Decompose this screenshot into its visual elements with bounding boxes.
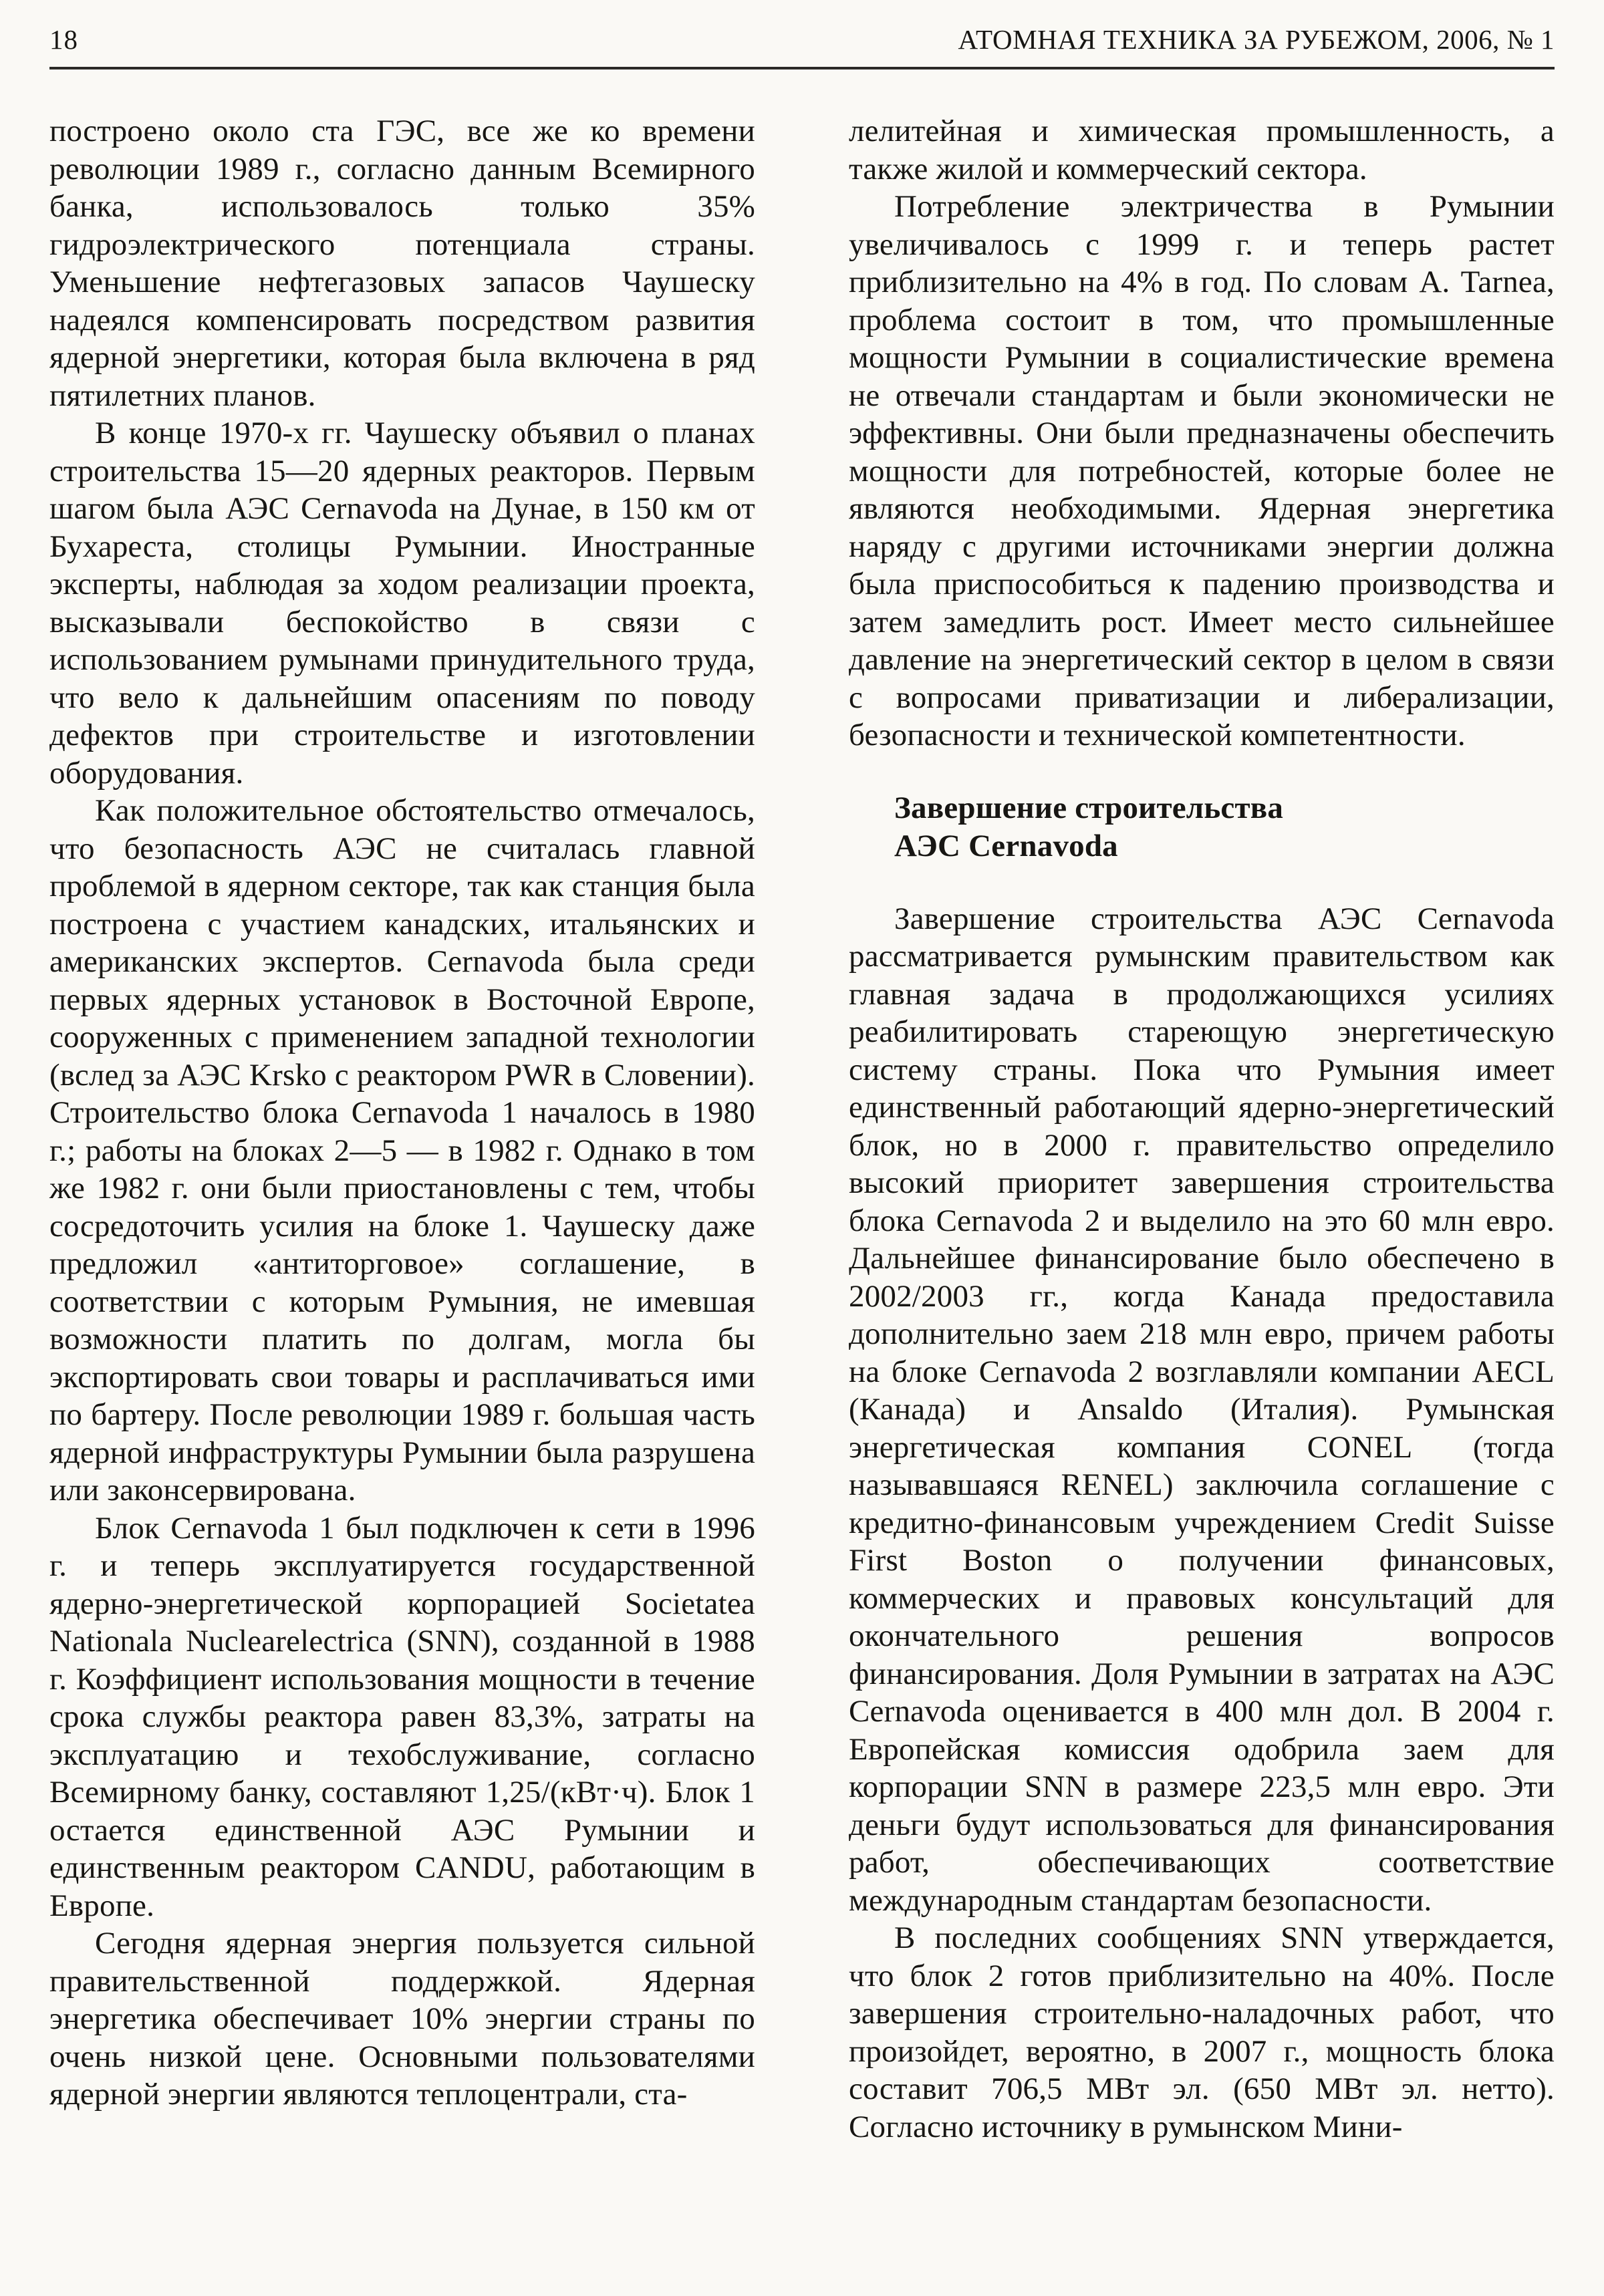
page-number: 18 xyxy=(49,24,78,55)
paragraph: Как положительное обстоятельство отмечалось, что безопасность АЭС не считалась главной проблемой в ядерном секторе, так как станция была построена с участием канадских, итальянских и американских экспертов. Cernavoda была среди первых ядерных установок в Восточной Европе, сооруженных с применением западной технологии (вслед за АЭС Krsko с реактором PWR в Словении). Строительство блока Cernavoda 1 началось в 1980 г.; работы на блоках 2—5 — в 1982 г. Однако в том же 1982 г. они были приостановлены с тем, чтобы сосредоточить усилия на блоке 1. Чаушеску даже предложил «антиторговое» соглашение, в соответствии с которым Румыния, не имевшая возможности платить по долгам, могла бы экспортировать свои товары и расплачиваться ими по бартеру. После революции 1989 г. большая часть ядерной инфраструктуры Румынии была разрушена или законсервирована. xyxy=(49,793,755,1508)
paragraph: Завершение строительства АЭС Cernavoda рассматривается румынским правительством как главная задача в продолжающихся усилиях реабилитировать стареющую энергетическую систему страны. Пока что Румыния имеет единственный работающий ядерно-энергетический блок, но в 2000 г. правительство определило высокий приоритет завершения строительства блока Cernavoda 2 и выделило на это 60 млн евро. Дальнейшее финансирование было обеспечено в 2002/2003 гг., когда Канада предоставила дополнительно заем 218 млн евро, причем работы на блоке Cernavoda 2 возглавляли компании AECL (Канада) и Ansaldo (Италия). Румынская энергетическая компания CONEL (тогда называвшаяся RENEL) заключила соглашение с кредитно-финансовым учреждением Credit Suisse First Boston о получении финансовых, коммерческих и правовых консультаций для окончательного решения вопросов финансирования. Доля Румынии в затратах на АЭС Cernavoda оценивается в 400 млн дол. В 2004 г. Европейская комиссия одобрила заем для корпорации SNN в размере 223,5 млн евро. Эти деньги будут использоваться для финансирования работ, обеспечивающих соответствие международным стандартам безопасности. xyxy=(849,901,1555,1918)
right-column xyxy=(849,112,1555,2146)
paragraph: Блок Cernavoda 1 был подключен к сети в 1996 г. и теперь эксплуатируется государственной ядерно-энергетической корпорацией Societatea Nationala Nuclearelectrica (SNN), созданной в 1988 г. Коэффициент использования мощности в течение срока службы реактора равен 83,3%, затраты на эксплуатацию и техобслуживание, согласно Всемирному банку, составляют 1,25/(кВт·ч). Блок 1 остается единственной АЭС Румынии и единственным реактором CANDU, работающим в Европе. xyxy=(49,1510,755,1923)
left-column xyxy=(49,112,755,2146)
paragraph: лелитейная и химическая промышленность, а также жилой и коммерческий сектора. xyxy=(849,114,1555,186)
paragraph: В конце 1970-х гг. Чаушеску объявил о планах строительства 15—20 ядерных реакторов. Первым шагом была АЭС Cernavoda на Дунае, в 150 км от Бухареста, столицы Румынии. Иностранные эксперты, наблюдая за ходом реализации проекта, высказывали беспокойство в связи с использованием румынами принудительного труда, что вело к дальнейшим опасениям по поводу дефектов при строительстве и изготовлении оборудования. xyxy=(49,416,755,791)
paragraph: построено около ста ГЭС, все же ко времени революции 1989 г., согласно данным Всемирного банка, использовалось только 35% гидроэлектрического потенциала страны. Уменьшение нефтегазовых запасов Чаушеску надеялся компенсировать посредством развития ядерной энергетики, которая была включена в ряд пятилетних планов. xyxy=(49,114,755,413)
page-header xyxy=(49,20,1555,59)
journal-title: АТОМНАЯ ТЕХНИКА ЗА РУБЕЖОМ, 2006, № 1 xyxy=(958,24,1555,55)
section-heading-line-2: АЭС Cernavoda xyxy=(894,828,1118,863)
section-heading-line-1: Завершение строительства xyxy=(894,790,1284,825)
header-rule xyxy=(49,67,1555,69)
paragraph: Сегодня ядерная энергия пользуется сильной правительственной поддержкой. Ядерная энергетика обеспечивает 10% энергии страны по очень низкой цене. Основными пользователями ядерной энергии являются теплоцентрали, ста- xyxy=(49,1926,755,2112)
text-columns xyxy=(49,112,1555,2146)
paragraph: Потребление электричества в Румынии увеличивалось с 1999 г. и теперь растет приблизительно на 4% в год. По словам A. Tarnea, проблема состоит в том, что промышленные мощности Румынии в социалистические времена не отвечали стандартам и были экономически не эффективны. Они были предназначены обеспечить мощности для потребностей, которые более не являются необходимыми. Ядерная энергетика наряду с другими источниками энергии должна была приспособиться к падению производства и затем замедлить рост. Имеет место сильнейшее давление на энергетический сектор в целом в связи с вопросами приватизации и либерализации, безопасности и технической компетентности. xyxy=(849,189,1555,752)
section-heading xyxy=(894,789,1555,865)
paragraph: В последних сообщениях SNN утверждается, что блок 2 готов приблизительно на 40%. После завершения строительно-наладочных работ, что произойдет, вероятно, в 2007 г., мощность блока составит 706,5 МВт эл. (650 МВт эл. нетто). Согласно источнику в румынском Мини- xyxy=(849,1920,1555,2144)
